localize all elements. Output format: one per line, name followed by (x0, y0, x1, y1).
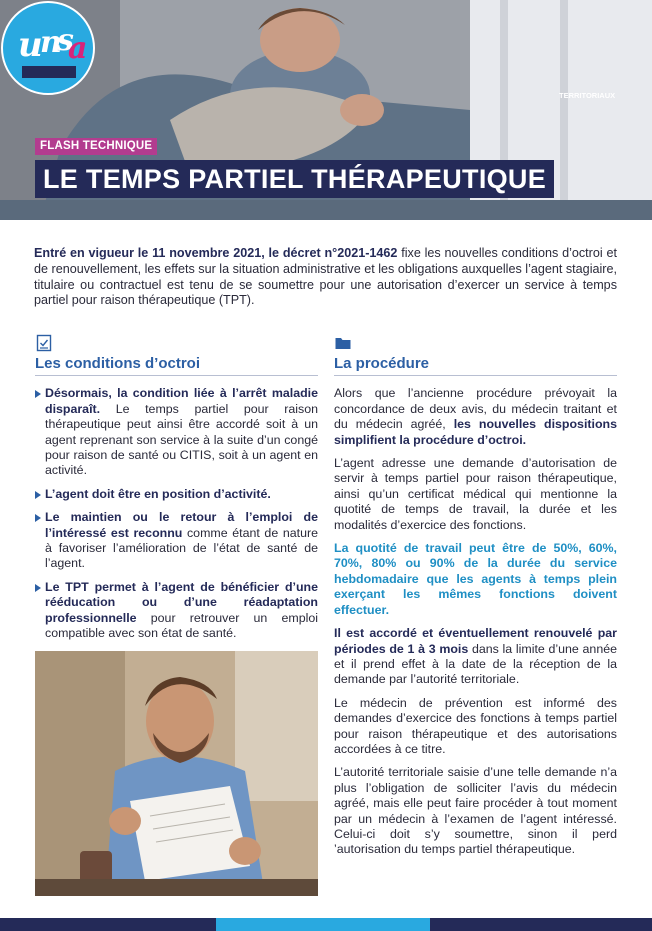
svg-text:s: s (57, 23, 74, 58)
procedure-p1-text: Alors que l’ancienne procédure prévoyait la concordance de deux avis, du médecin traitant et du médecin agréé, (334, 386, 617, 432)
page-title: LE TEMPS PARTIEL THÉRAPEUTIQUE (35, 160, 554, 198)
unsa-logo (0, 0, 96, 96)
flash-technique-tag: FLASH TECHNIQUE (35, 138, 157, 155)
checklist-icon (35, 334, 53, 352)
procedure-paragraph (334, 386, 617, 448)
bullet-3-bold: Le maintien ou le retour à l’emploi de l’intéressé est reconnu (45, 510, 318, 540)
intro-lead: Entré en vigueur le 11 novembre 2021, le décret n°2021-1462 (34, 246, 398, 260)
conditions-section (35, 334, 318, 650)
bullet-2-bold: L’agent doit être en position d’activité. (45, 486, 271, 501)
procedure-paragraph (334, 626, 617, 688)
bullet-1-text: Le temps partiel pour raison thérapeutique peut ainsi être accordé soit à un agent reprenant son service à la suite d’un congé pour raison de santé ou CITIS, soit à un agent en activité. (45, 401, 318, 478)
procedure-p1-bold: les nouvelles dispositions simplifient la procédure d’octroi. (334, 417, 617, 447)
conditions-title: Les conditions d’octroi (35, 356, 318, 376)
list-item (35, 510, 318, 572)
bullet-4-bold: Le TPT permet à l’agent de bénéficier d’une rééducation ou d’une réadaptation professionnelle (45, 579, 318, 625)
procedure-paragraph: L’autorité territoriale saisie d’une telle demande n’a plus l’obligation de solliciter l’avis du médecin agréé, mais elle peut faire procéder à tout moment par un médecin à l’examen de l’agent intéressé. Celui-ci doit s’y soumettre, sinon il perd ’autorisation du temps partiel thérapeutique. (334, 765, 617, 857)
man-reading-illustration (35, 651, 318, 896)
bullet-1-bold: Désormais, la condition liée à l’arrêt maladie disparaît. (45, 386, 318, 416)
procedure-p4-text: dans la limite d’une année et il prend effet à la date de la réception de la demande par l’autorité territoriale. (334, 641, 617, 687)
svg-text:n: n (40, 25, 62, 60)
footer-accent (216, 918, 430, 931)
intro-text: fixe les nouvelles conditions d’octroi et de renouvellement, les effets sur la situation administrative et les obligations auxquelles l’agent stagiaire, titulaire ou contractuel est tenu de se soumettre pour une autorisation d’exercer un service à temps partiel pour raison thérapeutique (TPT). (34, 246, 617, 308)
quotity-highlight: La quotité de travail peut être de 50%, 60%, 70%, 80% ou 90% de la durée du service hebdomadaire que les agents à temps plein exerçant les mêmes fonctions doivent effectuer. (334, 541, 617, 617)
procedure-section (334, 334, 617, 866)
man-reading-photo (35, 651, 318, 896)
list-item (35, 386, 318, 478)
bullet-4-text: pour retrouver un emploi compatible avec son état de santé. (45, 610, 318, 641)
hero-photo (0, 0, 652, 220)
svg-text:a: a (68, 31, 88, 66)
folder-icon (334, 334, 352, 352)
list-item (35, 487, 318, 502)
procedure-title: La procédure (334, 356, 617, 376)
bullet-3-text: comme étant de nature à favoriser l’amélioration de l’état de santé de l’agent. (45, 525, 318, 571)
procedure-p4-bold: Il est accordé et éventuellement renouvelé par périodes de 1 à 3 mois (334, 626, 617, 656)
procedure-paragraph: L’agent adresse une demande d’autorisation de servir à temps partiel pour raison thérapeutique, ainsi qu’un certificat médical qui mentionne la quotité de temps de travail, la durée et les modalités d’exercice des fonctions. (334, 456, 617, 532)
list-item (35, 580, 318, 642)
svg-text:u: u (18, 25, 43, 65)
logo-caption: TERRITORIAUX (559, 91, 616, 100)
intro-paragraph (34, 246, 617, 309)
procedure-paragraph: Le médecin de prévention est informé des demandes d’exercice des fonctions à temps partiel pour raison thérapeutique et des autorisations accordées à ce titre. (334, 695, 617, 756)
